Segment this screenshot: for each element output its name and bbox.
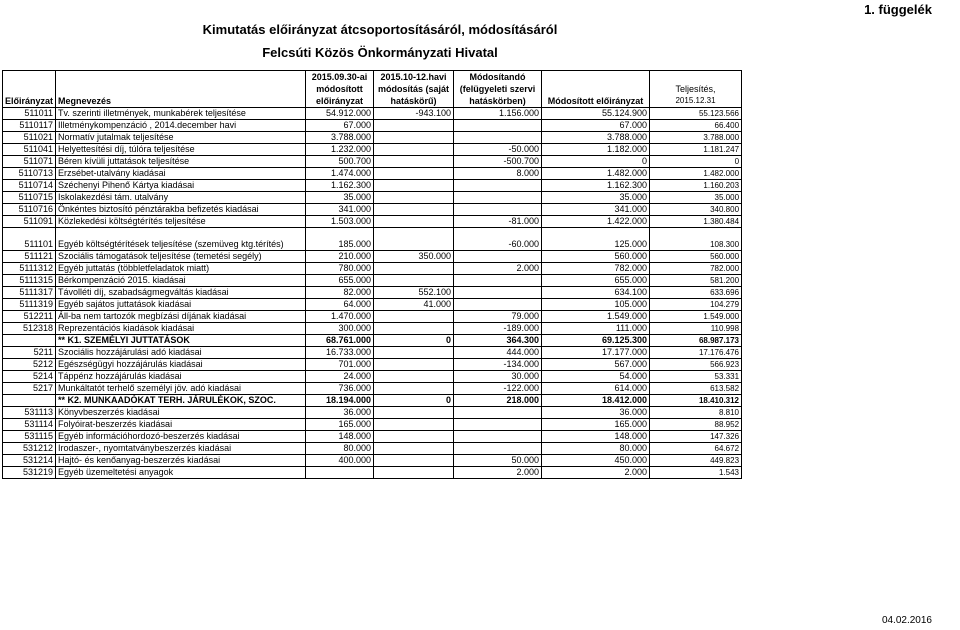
table-row	[3, 251, 742, 263]
table-row	[3, 108, 742, 120]
cell-supervisory-modification: -50.000	[454, 144, 542, 156]
cell-own-modification	[374, 156, 454, 168]
table-row	[3, 204, 742, 216]
cell-modified-appropriation: 1.182.000	[542, 144, 650, 156]
cell-supervisory-modification: 79.000	[454, 311, 542, 323]
cell-modified-2015-09: 54.912.000	[306, 108, 374, 120]
table-row	[3, 180, 742, 192]
cell-code: 5211	[3, 347, 56, 359]
cell-code: 5110716	[3, 204, 56, 216]
cell-own-modification	[374, 275, 454, 287]
cell-name: Közlekedési költségtérítés teljesítése	[56, 216, 306, 228]
cell-modified-2015-09: 400.000	[306, 455, 374, 467]
table-row	[3, 120, 742, 132]
cell-modified-2015-09: 24.000	[306, 371, 374, 383]
cell-fulfillment: 581.200	[650, 275, 742, 287]
cell-supervisory-modification: 444.000	[454, 347, 542, 359]
cell-name: Szociális hozzájárulási adó kiadásai	[56, 347, 306, 359]
appendix-label: 1. függelék	[864, 2, 932, 17]
cell-supervisory-modification	[454, 275, 542, 287]
cell-name: Távolléti díj, szabadságmegváltás kiadásai	[56, 287, 306, 299]
cell-own-modification	[374, 180, 454, 192]
cell-modified-2015-09: 736.000	[306, 383, 374, 395]
header-name: Megnevezés	[56, 71, 306, 108]
header-col4: Módosított előirányzat	[542, 71, 650, 108]
cell-code: 511071	[3, 156, 56, 168]
cell-modified-2015-09: 165.000	[306, 419, 374, 431]
header-col1: 2015.09.30-ai módosított előirányzat	[306, 71, 374, 108]
header-col5	[650, 71, 742, 108]
cell-name: Béren kívüli juttatások teljesítése	[56, 156, 306, 168]
cell-name: Egészségügyi hozzájárulás kiadásai	[56, 359, 306, 371]
cell-modified-appropriation: 1.422.000	[542, 216, 650, 228]
table-row	[3, 132, 742, 144]
cell-modified-2015-09: 341.000	[306, 204, 374, 216]
cell-code: 531219	[3, 467, 56, 479]
cell-own-modification	[374, 383, 454, 395]
cell-fulfillment: 147.326	[650, 431, 742, 443]
cell-supervisory-modification: -500.700	[454, 156, 542, 168]
cell-modified-appropriation: 35.000	[542, 192, 650, 204]
cell-modified-appropriation: 0	[542, 156, 650, 168]
cell-name: Tv. szerinti illetmények, munkabérek teljesítése	[56, 108, 306, 120]
cell-modified-appropriation: 1.482.000	[542, 168, 650, 180]
table-row	[3, 407, 742, 419]
cell-name: ** K2. MUNKAADÓKAT TERH. JÁRULÉKOK, SZOC.	[56, 395, 306, 407]
budget-table	[2, 70, 742, 479]
cell-code: 5110715	[3, 192, 56, 204]
cell-name: Önkéntes biztosító pénztárakba befizetés kiadásai	[56, 204, 306, 216]
cell-code: 531113	[3, 407, 56, 419]
cell-modified-appropriation: 125.000	[542, 228, 650, 251]
cell-fulfillment: 566.923	[650, 359, 742, 371]
cell-modified-2015-09: 655.000	[306, 275, 374, 287]
cell-modified-2015-09: 68.761.000	[306, 335, 374, 347]
cell-code: 511121	[3, 251, 56, 263]
cell-code: 5110713	[3, 168, 56, 180]
cell-supervisory-modification	[454, 180, 542, 192]
cell-fulfillment: 53.331	[650, 371, 742, 383]
cell-name: Munkáltatót terhelő személyi jöv. adó kiadásai	[56, 383, 306, 395]
header-col5-date: 2015.12.31	[675, 96, 716, 105]
cell-modified-appropriation: 655.000	[542, 275, 650, 287]
cell-code: 5111319	[3, 299, 56, 311]
cell-own-modification	[374, 120, 454, 132]
cell-modified-2015-09	[306, 467, 374, 479]
cell-code: 531212	[3, 443, 56, 455]
cell-fulfillment: 18.410.312	[650, 395, 742, 407]
cell-code: 5110714	[3, 180, 56, 192]
cell-modified-appropriation: 105.000	[542, 299, 650, 311]
cell-code: 5217	[3, 383, 56, 395]
cell-fulfillment: 340.800	[650, 204, 742, 216]
cell-modified-2015-09: 36.000	[306, 407, 374, 419]
cell-fulfillment: 613.582	[650, 383, 742, 395]
cell-fulfillment: 0	[650, 156, 742, 168]
cell-code: 511101	[3, 228, 56, 251]
cell-supervisory-modification: 218.000	[454, 395, 542, 407]
cell-code: 512211	[3, 311, 56, 323]
cell-supervisory-modification: -122.000	[454, 383, 542, 395]
table-row	[3, 156, 742, 168]
cell-modified-2015-09: 18.194.000	[306, 395, 374, 407]
cell-name: Egyéb juttatás (többletfeladatok miatt)	[56, 263, 306, 275]
header-col2: 2015.10-12.havi módosítás (saját hatáskörű)	[374, 71, 454, 108]
cell-name: Táppénz hozzájárulás kiadásai	[56, 371, 306, 383]
cell-code: 511041	[3, 144, 56, 156]
cell-name: Egyéb üzemeltetési anyagok	[56, 467, 306, 479]
cell-modified-2015-09: 185.000	[306, 228, 374, 251]
cell-fulfillment: 1.380.484	[650, 216, 742, 228]
cell-modified-appropriation: 165.000	[542, 419, 650, 431]
cell-modified-2015-09: 64.000	[306, 299, 374, 311]
cell-own-modification	[374, 455, 454, 467]
table-row	[3, 443, 742, 455]
cell-own-modification	[374, 228, 454, 251]
table-row	[3, 347, 742, 359]
cell-code: 511091	[3, 216, 56, 228]
cell-code: 531114	[3, 419, 56, 431]
cell-own-modification	[374, 216, 454, 228]
cell-supervisory-modification: 30.000	[454, 371, 542, 383]
cell-modified-2015-09: 67.000	[306, 120, 374, 132]
cell-fulfillment: 64.672	[650, 443, 742, 455]
cell-modified-2015-09: 1.232.000	[306, 144, 374, 156]
cell-own-modification	[374, 431, 454, 443]
cell-modified-2015-09: 500.700	[306, 156, 374, 168]
cell-code: 5110117	[3, 120, 56, 132]
cell-modified-2015-09: 3.788.000	[306, 132, 374, 144]
cell-code: 511021	[3, 132, 56, 144]
cell-modified-2015-09: 16.733.000	[306, 347, 374, 359]
cell-modified-2015-09: 1.474.000	[306, 168, 374, 180]
cell-own-modification: 350.000	[374, 251, 454, 263]
cell-supervisory-modification	[454, 419, 542, 431]
cell-own-modification: 0	[374, 395, 454, 407]
cell-modified-appropriation: 67.000	[542, 120, 650, 132]
cell-name: Egyéb költségtérítések teljesítése (szemüveg ktg.térítés)	[56, 228, 306, 251]
table-row	[3, 287, 742, 299]
cell-own-modification	[374, 311, 454, 323]
cell-modified-2015-09: 35.000	[306, 192, 374, 204]
cell-modified-appropriation: 80.000	[542, 443, 650, 455]
cell-code: 5111317	[3, 287, 56, 299]
table-row	[3, 168, 742, 180]
cell-fulfillment: 1.549.000	[650, 311, 742, 323]
cell-own-modification	[374, 144, 454, 156]
cell-name: Egyéb sajátos juttatások kiadásai	[56, 299, 306, 311]
cell-modified-appropriation: 111.000	[542, 323, 650, 335]
cell-own-modification	[374, 419, 454, 431]
cell-modified-appropriation: 148.000	[542, 431, 650, 443]
cell-own-modification	[374, 347, 454, 359]
cell-own-modification	[374, 323, 454, 335]
cell-modified-appropriation: 18.412.000	[542, 395, 650, 407]
cell-fulfillment: 108.300	[650, 228, 742, 251]
table-row	[3, 419, 742, 431]
table-row	[3, 383, 742, 395]
cell-modified-2015-09: 1.162.300	[306, 180, 374, 192]
cell-name: Széchenyi Pihenő Kártya kiadásai	[56, 180, 306, 192]
cell-own-modification	[374, 192, 454, 204]
table-row	[3, 263, 742, 275]
table-row	[3, 467, 742, 479]
cell-fulfillment: 3.788.000	[650, 132, 742, 144]
cell-fulfillment: 66.400	[650, 120, 742, 132]
cell-modified-appropriation: 2.000	[542, 467, 650, 479]
cell-own-modification: 552.100	[374, 287, 454, 299]
cell-supervisory-modification	[454, 132, 542, 144]
cell-fulfillment: 1.160.203	[650, 180, 742, 192]
cell-fulfillment: 35.000	[650, 192, 742, 204]
cell-code: 5111312	[3, 263, 56, 275]
cell-modified-2015-09: 1.503.000	[306, 216, 374, 228]
cell-name: Áll-ba nem tartozók megbízási díjának kiadásai	[56, 311, 306, 323]
cell-own-modification: -943.100	[374, 108, 454, 120]
cell-own-modification	[374, 263, 454, 275]
cell-modified-appropriation: 3.788.000	[542, 132, 650, 144]
cell-supervisory-modification: -81.000	[454, 216, 542, 228]
cell-supervisory-modification: 50.000	[454, 455, 542, 467]
cell-code: 512318	[3, 323, 56, 335]
cell-modified-appropriation: 36.000	[542, 407, 650, 419]
cell-own-modification: 41.000	[374, 299, 454, 311]
cell-supervisory-modification: -60.000	[454, 228, 542, 251]
cell-name: Könyvbeszerzés kiadásai	[56, 407, 306, 419]
table-row	[3, 192, 742, 204]
cell-modified-2015-09: 80.000	[306, 443, 374, 455]
cell-modified-2015-09: 82.000	[306, 287, 374, 299]
cell-fulfillment: 88.952	[650, 419, 742, 431]
cell-supervisory-modification: 2.000	[454, 263, 542, 275]
cell-supervisory-modification: 8.000	[454, 168, 542, 180]
cell-supervisory-modification	[454, 287, 542, 299]
cell-modified-2015-09: 210.000	[306, 251, 374, 263]
cell-fulfillment: 449.823	[650, 455, 742, 467]
cell-modified-appropriation: 341.000	[542, 204, 650, 216]
cell-modified-appropriation: 782.000	[542, 263, 650, 275]
cell-fulfillment: 55.123.566	[650, 108, 742, 120]
cell-supervisory-modification	[454, 299, 542, 311]
cell-modified-2015-09: 148.000	[306, 431, 374, 443]
header-col5-label: Teljesítés,	[675, 84, 716, 94]
cell-fulfillment: 1.181.247	[650, 144, 742, 156]
cell-own-modification	[374, 204, 454, 216]
cell-own-modification	[374, 359, 454, 371]
cell-fulfillment: 110.998	[650, 323, 742, 335]
header-code: Előirányzat	[3, 71, 56, 108]
cell-code: 511011	[3, 108, 56, 120]
cell-fulfillment: 8.810	[650, 407, 742, 419]
cell-fulfillment: 1.482.000	[650, 168, 742, 180]
table-row	[3, 431, 742, 443]
cell-own-modification	[374, 407, 454, 419]
table-row	[3, 335, 742, 347]
cell-modified-appropriation: 1.162.300	[542, 180, 650, 192]
cell-fulfillment: 560.000	[650, 251, 742, 263]
document-title: Kimutatás előirányzat átcsoportosításáról, módosításáról	[202, 22, 558, 37]
cell-name: Reprezentációs kiadások kiadásai	[56, 323, 306, 335]
cell-modified-appropriation: 54.000	[542, 371, 650, 383]
cell-own-modification	[374, 168, 454, 180]
table-row	[3, 323, 742, 335]
cell-fulfillment: 782.000	[650, 263, 742, 275]
cell-fulfillment: 1.543	[650, 467, 742, 479]
cell-name: Helyettesítési díj, túlóra teljesítése	[56, 144, 306, 156]
cell-fulfillment: 68.987.173	[650, 335, 742, 347]
cell-modified-appropriation: 17.177.000	[542, 347, 650, 359]
table-header-row	[3, 71, 742, 108]
cell-supervisory-modification: 2.000	[454, 467, 542, 479]
cell-code: 5111315	[3, 275, 56, 287]
cell-name: Iskolakezdési tám. utalvány	[56, 192, 306, 204]
cell-own-modification	[374, 467, 454, 479]
table-row	[3, 359, 742, 371]
cell-modified-2015-09: 780.000	[306, 263, 374, 275]
cell-own-modification	[374, 371, 454, 383]
document-subtitle: Felcsúti Közös Önkormányzati Hivatal	[262, 45, 498, 60]
cell-modified-appropriation: 450.000	[542, 455, 650, 467]
cell-name: ** K1. SZEMÉLYI JUTTATÁSOK	[56, 335, 306, 347]
cell-own-modification	[374, 443, 454, 455]
cell-modified-appropriation: 1.549.000	[542, 311, 650, 323]
cell-code: 531115	[3, 431, 56, 443]
cell-supervisory-modification	[454, 443, 542, 455]
footer-date: 04.02.2016	[881, 615, 932, 626]
cell-code: 5214	[3, 371, 56, 383]
table-row	[3, 216, 742, 228]
cell-name: Illetménykompenzáció , 2014.december havi	[56, 120, 306, 132]
cell-name: Bérkompenzáció 2015. kiadásai	[56, 275, 306, 287]
cell-modified-2015-09: 1.470.000	[306, 311, 374, 323]
cell-supervisory-modification: -189.000	[454, 323, 542, 335]
cell-fulfillment: 633.696	[650, 287, 742, 299]
cell-supervisory-modification	[454, 431, 542, 443]
cell-modified-appropriation: 567.000	[542, 359, 650, 371]
cell-name: Irodaszer-, nyomtatványbeszerzés kiadásai	[56, 443, 306, 455]
cell-name: Hajtó- és kenőanyag-beszerzés kiadásai	[56, 455, 306, 467]
cell-supervisory-modification: 364.300	[454, 335, 542, 347]
cell-supervisory-modification	[454, 407, 542, 419]
cell-modified-appropriation: 560.000	[542, 251, 650, 263]
cell-modified-appropriation: 614.000	[542, 383, 650, 395]
table-row	[3, 299, 742, 311]
cell-own-modification	[374, 132, 454, 144]
cell-supervisory-modification	[454, 204, 542, 216]
cell-code: 5212	[3, 359, 56, 371]
cell-fulfillment: 104.279	[650, 299, 742, 311]
cell-supervisory-modification	[454, 192, 542, 204]
cell-modified-appropriation: 69.125.300	[542, 335, 650, 347]
table-row	[3, 371, 742, 383]
cell-modified-appropriation: 634.100	[542, 287, 650, 299]
cell-code	[3, 395, 56, 407]
cell-supervisory-modification: 1.156.000	[454, 108, 542, 120]
cell-code: 531214	[3, 455, 56, 467]
cell-modified-2015-09: 701.000	[306, 359, 374, 371]
cell-supervisory-modification	[454, 120, 542, 132]
table-row	[3, 455, 742, 467]
table-body	[3, 108, 742, 479]
table-row	[3, 228, 742, 251]
cell-own-modification: 0	[374, 335, 454, 347]
cell-name: Folyóirat-beszerzés kiadásai	[56, 419, 306, 431]
cell-name: Szociális támogatások teljesítése (temetési segély)	[56, 251, 306, 263]
cell-modified-2015-09: 300.000	[306, 323, 374, 335]
cell-name: Egyéb információhordozó-beszerzés kiadásai	[56, 431, 306, 443]
cell-name: Normatív jutalmak teljesítése	[56, 132, 306, 144]
table-row	[3, 311, 742, 323]
table-row	[3, 395, 742, 407]
cell-fulfillment: 17.176.476	[650, 347, 742, 359]
table-row	[3, 275, 742, 287]
header-col3: Módosítandó (felügyeleti szervi hatáskörben)	[454, 71, 542, 108]
cell-modified-appropriation: 55.124.900	[542, 108, 650, 120]
cell-supervisory-modification: -134.000	[454, 359, 542, 371]
cell-name: Erzsébet-utalvány kiadásai	[56, 168, 306, 180]
cell-supervisory-modification	[454, 251, 542, 263]
table-row	[3, 144, 742, 156]
cell-code	[3, 335, 56, 347]
